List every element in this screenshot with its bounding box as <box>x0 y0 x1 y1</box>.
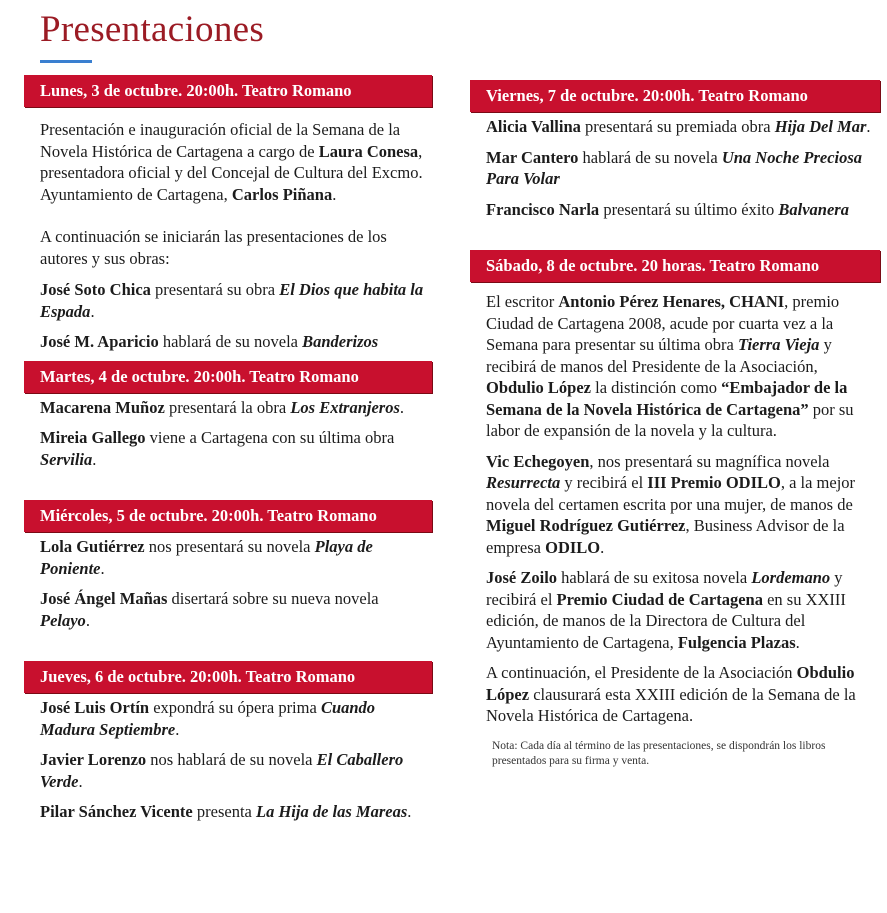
footnote: Nota: Cada día al término de las presentaciones, se dispondrán los libros presentados para su firma y venta. <box>492 739 826 767</box>
day-header-thursday: Jueves, 6 de octubre. 20:00h. Teatro Romano <box>24 661 432 693</box>
list-item: Macarena Muñoz presentará la obra Los Extranjeros. <box>40 397 405 417</box>
day-header-friday: Viernes, 7 de octubre. 20:00h. Teatro Romano <box>470 80 880 112</box>
paragraph: A continuación, el Presidente de la Asociación Obdulio López clausurará esta XXIII edición de la Semana de la Novela Histórica de Cartagena. <box>486 663 856 725</box>
paragraph: José Zoilo hablará de su exitosa novela Lordemano y recibirá el Premio Ciudad de Cartagena en su XXIII edición, de manos de la Directora de Cultura del Ayuntamiento de Cartagena, Fulgencia Plazas. <box>486 568 846 652</box>
paragraph: El escritor Antonio Pérez Henares, CHANI, premio Ciudad de Cartagena 2008, acude por cuarta vez a la Semana para presentar su última obra Tierra Vieja y recibirá de manos del Presidente de la Asociación, Obdulio López la distinción como “Embajador de la Semana de la Novela Histórica de Cartagena” por su labor de expansión de la novela y la cultura. <box>486 292 854 440</box>
title-underline <box>40 60 92 63</box>
paragraph: Vic Echegoyen, nos presentará su magnífica novela Resurrecta y recibirá el III Premio ODILO, a la mejor novela del certamen escrita por una mujer, de manos de Miguel Rodríguez Gutiérrez, Business Advisor de la empresa ODILO. <box>486 451 856 557</box>
left-column <box>24 75 432 823</box>
list-item: Lola Gutiérrez nos presentará su novela Playa de Poniente. <box>40 537 373 578</box>
list-item: José M. Aparicio hablará de su novela Banderizos <box>40 332 379 351</box>
day-header-tuesday: Martes, 4 de octubre. 20:00h. Teatro Romano <box>24 361 432 393</box>
list-item: Pilar Sánchez Vicente presenta La Hija de las Mareas. <box>40 802 412 821</box>
tuesday-list <box>24 397 432 471</box>
friday-list <box>470 116 880 220</box>
monday-continuation: A continuación se iniciarán las presentaciones de los autores y sus obras: <box>40 227 387 268</box>
list-item: José Luis Ortín expondrá su ópera prima Cuando Madura Septiembre. <box>40 698 376 739</box>
list-item: Javier Lorenzo nos hablará de su novela El Caballero Verde. <box>40 750 404 791</box>
list-item: Mireia Gallego viene a Cartagena con su última obra Servilia. <box>40 428 395 469</box>
right-column <box>470 80 880 769</box>
wednesday-list <box>24 536 432 631</box>
day-header-wednesday: Miércoles, 5 de octubre. 20:00h. Teatro Romano <box>24 500 432 532</box>
list-item: Mar Cantero hablará de su novela Una Noche Preciosa Para Volar <box>486 147 863 188</box>
day-header-monday: Lunes, 3 de octubre. 20:00h. Teatro Romano <box>24 75 432 107</box>
list-item: Francisco Narla presentará su último éxito Balvanera <box>486 199 849 219</box>
list-item: Alicia Vallina presentará su premiada obra Hija Del Mar. <box>486 117 871 136</box>
day-header-saturday: Sábado, 8 de octubre. 20 horas. Teatro Romano <box>470 250 880 282</box>
list-item: José Soto Chica presentará su obra El Dios que habita la Espada. <box>40 280 424 321</box>
page-title: Presentaciones <box>40 9 265 50</box>
saturday-content <box>470 291 880 727</box>
list-item: José Ángel Mañas disertará sobre su nueva novela Pelayo. <box>40 589 379 630</box>
monday-intro: Presentación e inauguración oficial de la Semana de la Novela Histórica de Cartagena a cargo de Laura Conesa, presentadora oficial y del Concejal de Cultura del Excmo. Ayuntamiento de Cartagena, Carlos Piñana. A continuación se iniciarán las presentaciones de los autores y sus obras: José Soto Chica presentará su obra El Dios que habita la Espada. José M. Aparicio hablará de su novela Banderizos <box>40 120 424 351</box>
thursday-list <box>24 697 432 823</box>
